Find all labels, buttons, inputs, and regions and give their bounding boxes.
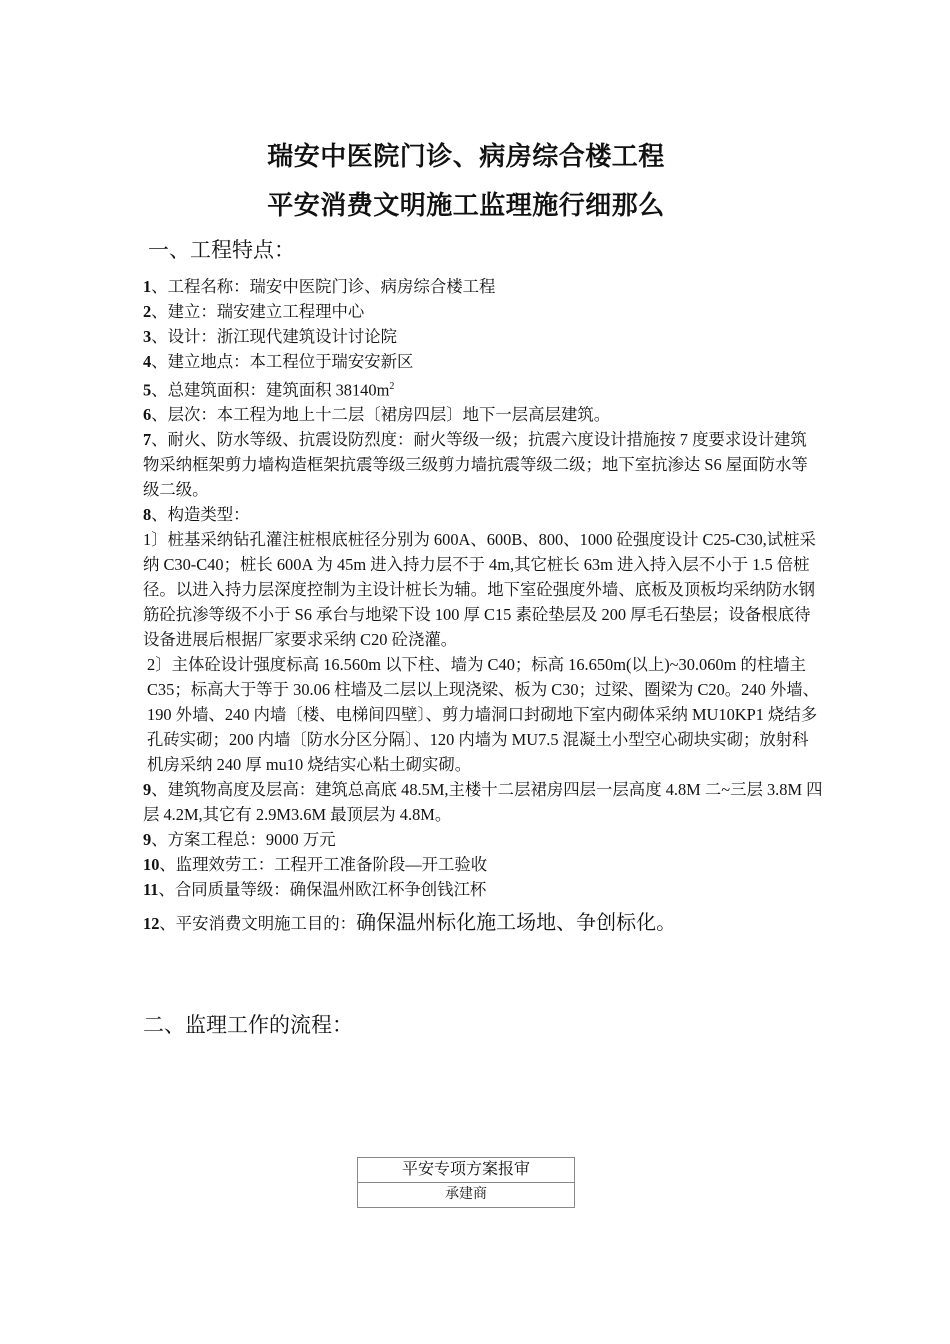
list-item: 9、建筑物高度及层高：建筑总高底 48.5M,主楼十二层裙房四层一层高度 4.8M 二~三层 3.8M 四层 4.2M,其它有 2.9M3.6M 最顶层为 4.8M。: [143, 780, 823, 825]
list-item: 4、建立地点：本工程位于瑞安安新区: [143, 352, 414, 371]
list-item: 10、监理效劳工：工程开工准备阶段—开工验收: [143, 855, 488, 875]
section-heading-supervision-flow: 二、监理工作的流程：: [143, 1013, 353, 1037]
document-title-line2: 平安消费文明施工监理施行细那么: [267, 191, 665, 221]
list-item: 3、设计：浙江现代建筑设计讨论院: [143, 327, 398, 346]
flowchart-box: [357, 1157, 575, 1208]
list-item: 8、构造类型：: [143, 505, 250, 525]
document-body: [143, 274, 823, 938]
list-item: 9、方案工程总：9000 万元: [143, 830, 336, 850]
list-item: 1、工程名称：瑞安中医院门诊、病房综合楼工程: [143, 277, 496, 296]
list-item: 6、层次：本工程为地上十二层〔裙房四层〕地下一层高层建筑。: [143, 405, 611, 425]
section-heading-project-features: 一、工程特点：: [148, 238, 295, 262]
flowchart-box-subtitle: 承建商: [358, 1182, 574, 1207]
flowchart-box-title: 平安专项方案报审: [401, 1161, 530, 1178]
structure-paragraph-1: 1〕桩基采纳钻孔灌注桩根底桩径分别为 600A、600B、800、1000 砼强度设计 C25-C30,试桩采纳 C30-C40；桩长 600A 为 45m 进入持力层不于 4m,其它桩长 63m 进入持入层不小于 1.5 倍桩径。以进入持力层深度控制为主设计桩长为辅。地下室砼强度外墙、底板及顶板均采纳防水钢筋砼抗渗等级不小于 S6 承台与地梁下设 100 厚 C15 素砼垫层及 200 厚毛石垫层；设备根底待设备进展后根据厂家要求采纳 C20 砼浇灌。: [143, 530, 816, 650]
structure-paragraph-2: 2〕主体砼设计强度标高 16.560m 以下柱、墙为 C40；标高 16.650m(以上)~30.060m 的柱墙主 C35；标高大于等于 30.06 柱墙及二层以上现浇梁、板为 C30；过梁、圈梁为 C20。240 外墙、190 外墙、240 内墙〔楼、电梯间四壁〕、剪力墙洞口封砌地下室内砌体采纳 MU10KP1 烧结多孔砖实砌；200 内墙〔防水分区分隔〕、120 内墙为 MU7.5 混凝土小型空心砌块实砌；放射科机房采纳 240 厚 mu10 烧结实心粘土砌实砌。: [147, 655, 820, 775]
list-item: 11、合同质量等级：确保温州欧江杯争创钱江杯: [143, 880, 487, 900]
list-item: 5、总建筑面积：建筑面积 $38140m^2$: [143, 380, 395, 400]
list-item: 7、耐火、防水等级、抗震设防烈度：耐火等级一级；抗震六度设计措施按 7 度要求设计建筑物采纳框架剪力墙构造框架抗震等级三级剪力墙抗震等级二级；地下室抗渗达 S6 屋面防水等级二级。: [143, 430, 808, 500]
list-item: 12、平安消费文明施工目的：确保温州标化施工场地、争创标化。: [143, 912, 677, 935]
list-item: 2、建立：瑞安建立工程理中心: [143, 302, 365, 321]
document-title-line1: 瑞安中医院门诊、病房综合楼工程: [267, 142, 665, 172]
